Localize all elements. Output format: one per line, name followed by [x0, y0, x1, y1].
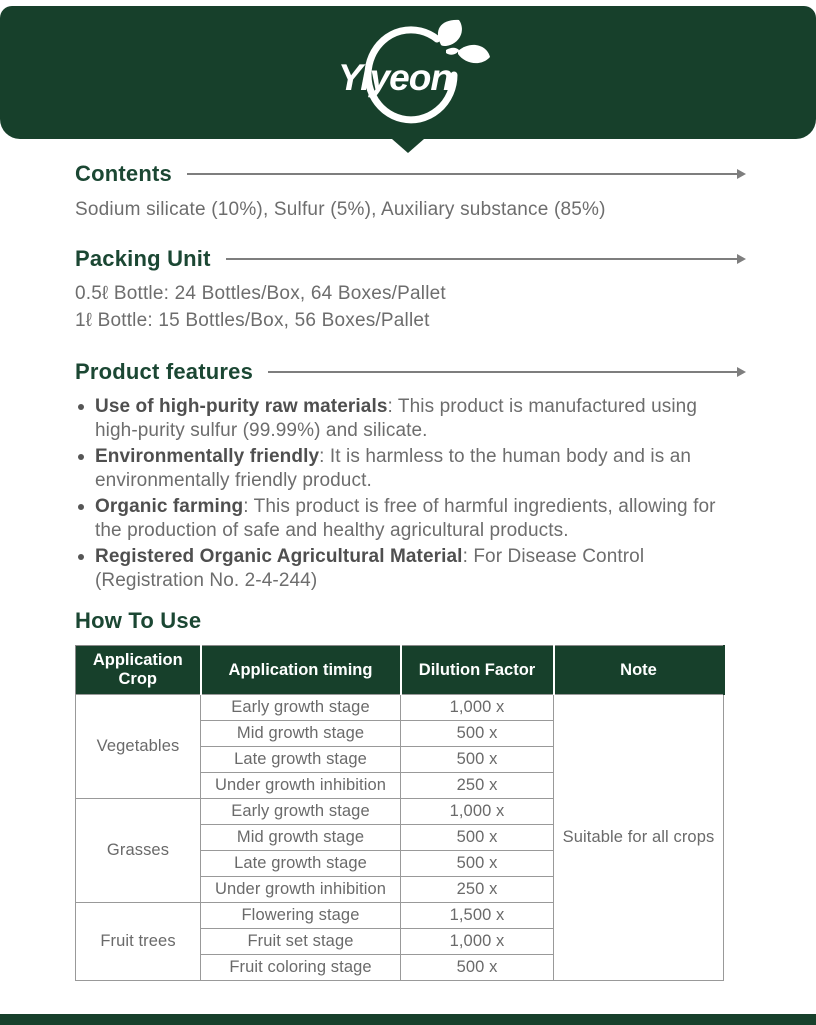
yiyeon-logo [308, 18, 508, 128]
heading-rule [268, 371, 744, 373]
col-dilution-factor: Dilution Factor [401, 646, 554, 695]
timing-cell: Late growth stage [201, 747, 401, 773]
feature-lead: Organic farming [95, 496, 244, 517]
dilution-cell: 1,500 x [401, 903, 554, 929]
table-row [76, 695, 724, 721]
content-area [75, 147, 744, 981]
dilution-cell: 1,000 x [401, 929, 554, 955]
how-to-use-table [75, 645, 725, 981]
features-list [75, 395, 744, 593]
feature-item [75, 445, 744, 493]
feature-text: : It is harmless to the human body and is an environmentally friendly product. [95, 446, 692, 491]
timing-cell: Fruit set stage [201, 929, 401, 955]
contents-body: Sodium silicate (10%), Sulfur (5%), Auxiliary substance (85%) [75, 199, 606, 220]
table-body [76, 695, 724, 981]
footer-bar [0, 1014, 816, 1025]
timing-cell: Mid growth stage [201, 825, 401, 851]
feature-lead: Use of high-purity raw materials [95, 396, 388, 417]
timing-cell: Fruit coloring stage [201, 955, 401, 981]
feature-item [75, 495, 744, 543]
feature-text: : This product is manufactured using high-purity sulfur (99.99%) and silicate. [95, 396, 698, 441]
heading-rule [187, 173, 744, 175]
timing-cell: Late growth stage [201, 851, 401, 877]
packing-line-1: 0.5ℓ Bottle: 24 Bottles/Box, 64 Boxes/Pallet [75, 283, 446, 304]
table-header-row [76, 646, 724, 695]
timing-cell: Early growth stage [201, 799, 401, 825]
dilution-cell: 500 x [401, 851, 554, 877]
header-banner [0, 6, 816, 139]
section-heading-packing-unit [75, 245, 744, 273]
timing-cell: Under growth inhibition [201, 773, 401, 799]
col-application-crop: Application Crop [76, 646, 201, 695]
product-features-title: Product features [75, 359, 254, 384]
dilution-cell: 500 x [401, 747, 554, 773]
feature-lead: Environmentally friendly [95, 446, 320, 467]
section-heading-how-to-use [75, 607, 744, 635]
logo-wordmark: Yiyeon [338, 56, 452, 98]
leaf-icon [458, 44, 490, 62]
contents-title: Contents [75, 161, 172, 186]
timing-cell: Flowering stage [201, 903, 401, 929]
dilution-cell: 250 x [401, 877, 554, 903]
leaf-icon [438, 19, 462, 45]
heading-rule [226, 258, 744, 260]
feature-text: : For Disease Control (Registration No. 2-4-244) [95, 546, 645, 591]
feature-item [75, 545, 744, 593]
packing-unit-title: Packing Unit [75, 246, 211, 271]
col-application-timing: Application timing [201, 646, 401, 695]
feature-text: : This product is free of harmful ingredients, allowing for the production of safe and healthy agricultural products. [95, 496, 716, 541]
dilution-cell: 500 x [401, 955, 554, 981]
crop-cell: Fruit trees [76, 903, 201, 981]
dilution-cell: 500 x [401, 825, 554, 851]
crop-cell: Vegetables [76, 695, 201, 799]
section-heading-contents [75, 160, 744, 188]
note-cell: Suitable for all crops [554, 695, 724, 981]
table-header [76, 646, 724, 695]
dilution-cell: 500 x [401, 721, 554, 747]
dilution-cell: 1,000 x [401, 695, 554, 721]
timing-cell: Mid growth stage [201, 721, 401, 747]
dilution-cell: 250 x [401, 773, 554, 799]
section-heading-product-features [75, 358, 744, 386]
crop-cell: Grasses [76, 799, 201, 903]
leaf-icon [446, 47, 459, 54]
col-note: Note [554, 646, 724, 695]
timing-cell: Under growth inhibition [201, 877, 401, 903]
feature-lead: Registered Organic Agricultural Material [95, 546, 463, 567]
feature-item [75, 395, 744, 443]
dilution-cell: 1,000 x [401, 799, 554, 825]
packing-line-2: 1ℓ Bottle: 15 Bottles/Box, 56 Boxes/Pallet [75, 310, 430, 331]
how-to-use-title: How To Use [75, 608, 202, 633]
timing-cell: Early growth stage [201, 695, 401, 721]
